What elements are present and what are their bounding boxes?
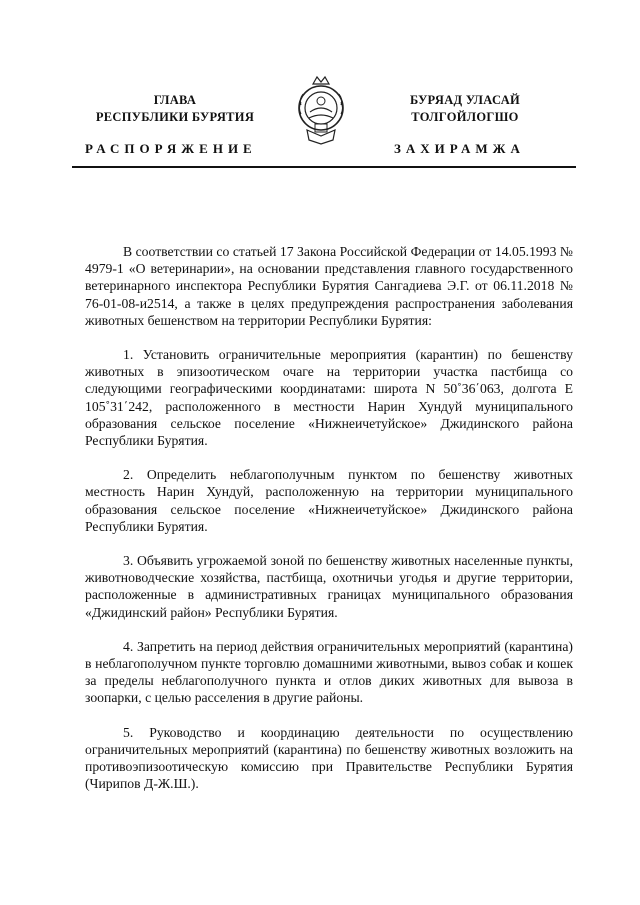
paragraph-item-5: 5. Руководство и координацию деятельности по осуществлению ограничительных мероприятий (карантина) по бешенству животных возложить на противоэпизоотическую комиссию при Правительстве Республики Бурятия (Чирипов Д-Ж.Ш.). bbox=[85, 724, 573, 792]
header-divider bbox=[72, 166, 576, 168]
paragraph-item-1: 1. Установить ограничительные мероприятия (карантин) по бешенству животных в эпизоотическом очаге на территории участка пастбища со следующими географическими координатами: широта N 50˚36΄063, долгота E 105˚31΄242, расположенного в местности Нарин Хундуй муниципального образования сельское поселение «Нижнеичетуйское» Джидинского района Республики Бурятия. bbox=[85, 347, 573, 449]
header-left-line2: РЕСПУБЛИКИ БУРЯТИЯ bbox=[95, 110, 255, 124]
header-right-line1: БУРЯАД УЛАСАЙ bbox=[409, 93, 521, 107]
paragraph-item-2: 2. Определить неблагополучным пунктом по бешенству животных местность Нарин Хундуй, расположенную на территории муниципального образования сельское поселение «Нижнеичетуйское» Джидинского района Республики Бурятия. bbox=[85, 467, 573, 534]
paragraph-item-3: 3. Объявить угрожаемой зоной по бешенству животных населенные пункты, животноводческие хозяйства, пастбища, охотничьи угодья и другие территории, расположенные в административных границах муниципального образования «Джидинский район» Республики Бурятия. bbox=[85, 553, 573, 620]
paragraph-item-4: 4. Запретить на период действия ограничительных мероприятий (карантина) в неблагополучном пункте торговлю домашними животными, вывоз собак и кошек за пределы неблагополучного пункта и отлов диких животных для вывоза в зоопарки, с целью расселения в другие районы. bbox=[85, 638, 573, 706]
header-left-line1: ГЛАВА bbox=[153, 93, 197, 107]
doc-type-left: РАСПОРЯЖЕНИЕ bbox=[85, 141, 257, 156]
document-body bbox=[85, 243, 573, 809]
coat-of-arms-icon bbox=[293, 74, 349, 146]
paragraph-preamble: В соответствии со статьей 17 Закона Российской Федерации от 14.05.1993 № 4979-1 «О ветеринарии», на основании представления главного государственного ветеринарного инспектора Республики Бурятия Сангадиева Э.Г. от 06.11.2018 № 76-01-08-и2514, а также в целях предупреждения распространения заболевания животных бешенством на территории Республики Бурятия: bbox=[85, 244, 573, 328]
header-right-line2: ТОЛГОЙЛОГШО bbox=[411, 110, 519, 124]
header-left-title bbox=[65, 92, 285, 126]
header-right-title bbox=[355, 92, 575, 126]
doc-type-right: ЗАХИРАМЖА bbox=[394, 141, 525, 156]
